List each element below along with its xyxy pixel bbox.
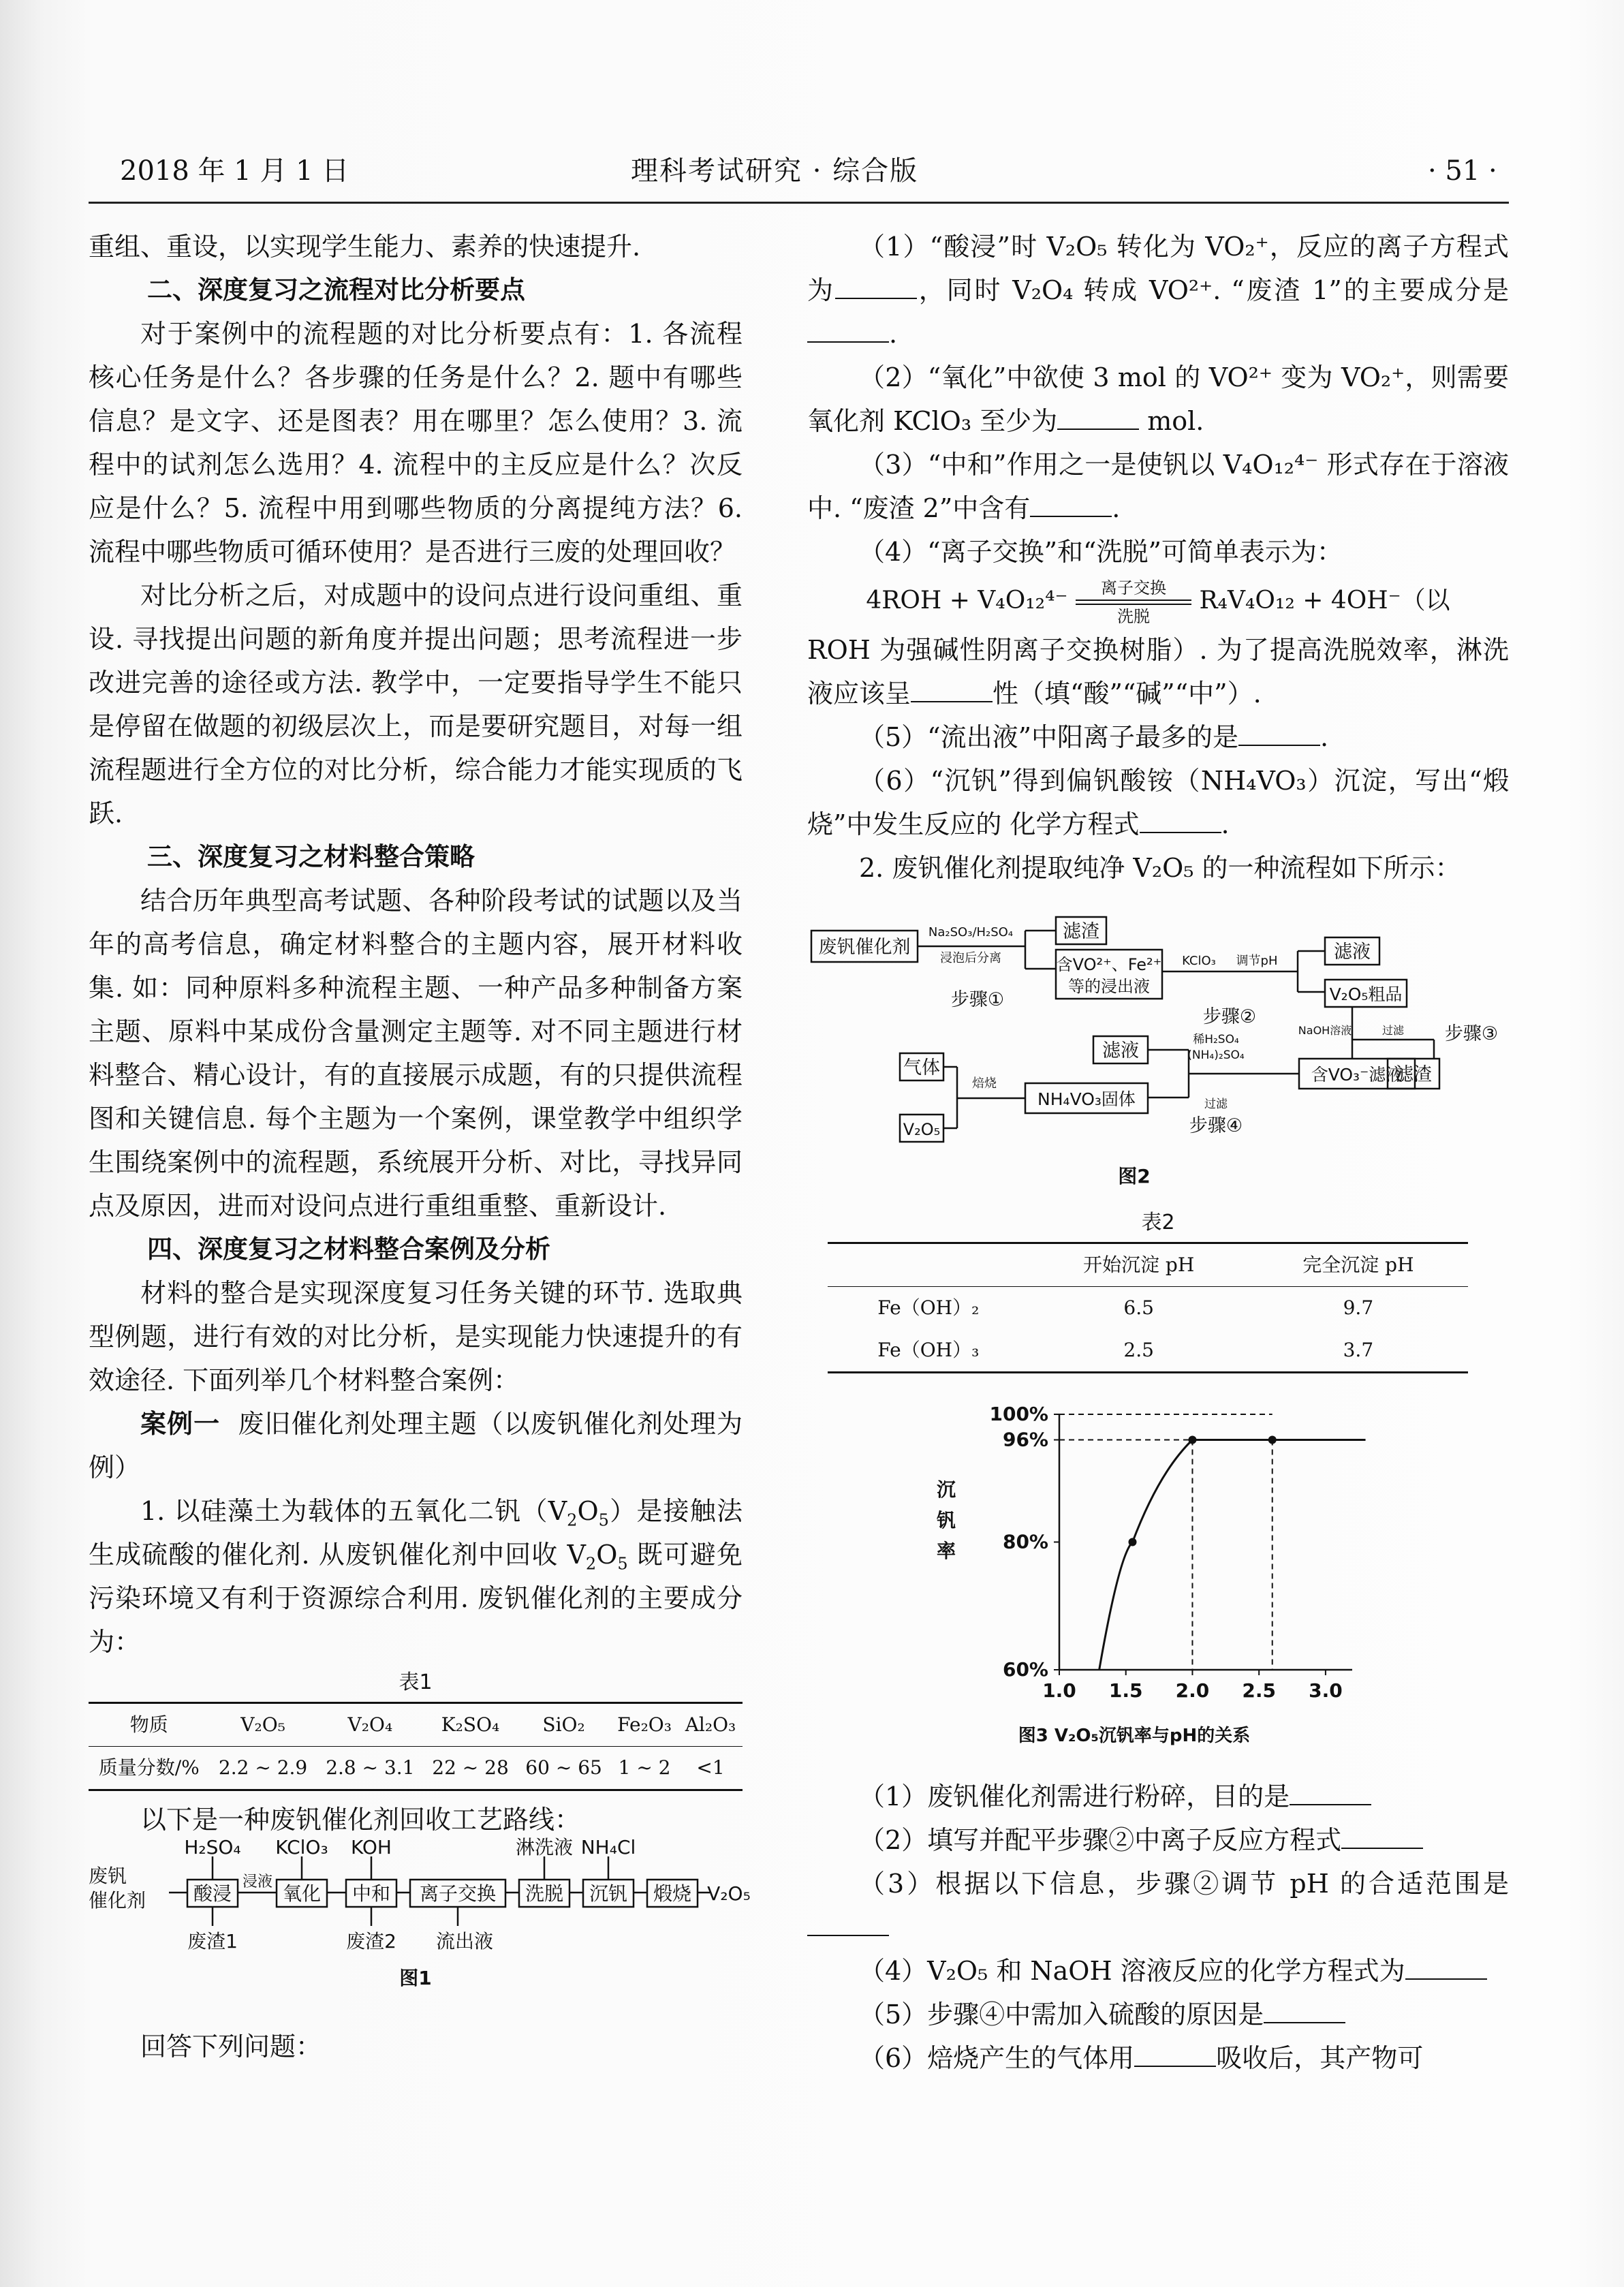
fig2-step1: 步骤① bbox=[950, 989, 1005, 1010]
fig1-box-oxidize: 氧化 bbox=[282, 1882, 322, 1905]
fig2-start: 废钒催化剂 bbox=[818, 937, 911, 958]
figure3-chart bbox=[807, 1401, 1509, 1755]
fig1-arrow-label: 浸液 bbox=[242, 1873, 273, 1891]
fig2-acid-1: 稀H₂SO₄ bbox=[1193, 1033, 1239, 1046]
data-point bbox=[1129, 1538, 1137, 1546]
question: （1）废钒催化剂需进行粉碎，目的是 bbox=[807, 1775, 1509, 1818]
fig2-acid-2: (NH₄)₂SO₄ bbox=[1187, 1048, 1245, 1062]
question: （2）“氧化”中欲使 3 mol 的 VO²⁺ 变为 VO₂⁺，则需要氧化剂 KClO₃ 至少为 mol. bbox=[807, 362, 1509, 436]
paragraph: 1. 以硅藻土为载体的五氧化二钒$(V_2O_5)$是接触法生成硫酸的催化剂. 从废钒催化剂中回收 $V_2O_5$ 既可避免污染环境又有利于资源综合利用. 废钒催化剂的主要成分为： bbox=[89, 1496, 743, 1657]
equation-left: 4ROH + V₄O₁₂⁴⁻ bbox=[866, 587, 1068, 614]
fig2-roast: 焙烧 bbox=[972, 1076, 997, 1091]
answer-blank[interactable] bbox=[911, 674, 993, 702]
fig1-box-ion-exchange: 离子交换 bbox=[419, 1882, 497, 1905]
table2 bbox=[828, 1242, 1468, 1373]
answer-blank[interactable] bbox=[1057, 401, 1139, 430]
answer-blank[interactable] bbox=[1238, 717, 1320, 746]
section-heading: 三、深度复习之材料整合策略 bbox=[147, 842, 475, 871]
fig2-reagent1: Na₂SO₃/H₂SO₄ bbox=[928, 925, 1014, 939]
fig2-filter2: 过滤 bbox=[1204, 1098, 1228, 1111]
question: （6）焙烧产生的气体用 吸收后，其产物可 bbox=[807, 2036, 1509, 2080]
fig2-box-nh4: NH₄VO₃固体 bbox=[1037, 1089, 1136, 1109]
table-header-row: 开始沉淀 pH 完全沉淀 pH bbox=[828, 1243, 1468, 1287]
fig1-output-effluent: 流出液 bbox=[435, 1930, 494, 1952]
table1 bbox=[89, 1702, 743, 1791]
data-point bbox=[1268, 1436, 1277, 1444]
question: （5）步骤④中需加入硫酸的原因是 bbox=[807, 1993, 1509, 2036]
fig2-box-residue2: 滤渣 bbox=[1395, 1064, 1432, 1085]
paragraph: 结合历年典型高考试题、各种阶段考试的试题以及当年的高考信息，确定材料整合的主题内容，展开材料收集. 如：同种原料多种流程主题、一种产品多种制备方案主题、原料中某成份含量测定主题等. 对不同主题进行材料整合、精心设计，有的直接展示成题，有的只提供流程图和关键信息. 每个主题为一个案例，课堂教学中组织学生围绕案例中的流程题，系统展开分析、对比，寻找异同点及原因，进而对设问点进行重组重整、重新设计. bbox=[89, 886, 743, 1221]
section-heading: 四、深度复习之材料整合案例及分析 bbox=[147, 1234, 550, 1264]
equation-right: R₄V₄O₁₂ + 4OH⁻（以 bbox=[1199, 587, 1450, 614]
y-axis-label-1: 沉 bbox=[937, 1478, 956, 1501]
fig2-naoh: NaOH溶液 bbox=[1298, 1024, 1352, 1037]
fig2-step3: 步骤③ bbox=[1444, 1023, 1499, 1044]
fig2-box-v2o5: V₂O₅ bbox=[903, 1120, 941, 1139]
answer-blank[interactable] bbox=[1290, 1777, 1371, 1805]
data-point bbox=[1188, 1436, 1196, 1444]
paragraph: 2. 废钒催化剂提取纯净 V₂O₅ 的一种流程如下所示： bbox=[859, 853, 1461, 883]
fig1-box-calcine: 煅烧 bbox=[653, 1882, 692, 1905]
fig2-box-leach-1: 含VO²⁺、Fe²⁺ bbox=[1056, 955, 1162, 974]
fig1-reagent-kclo3: KClO₃ bbox=[275, 1836, 328, 1858]
answer-blank[interactable] bbox=[1134, 2038, 1216, 2067]
answer-blank[interactable] bbox=[807, 1908, 889, 1936]
paragraph: 对比分析之后，对成题中的设问点进行设问重组、重设. 寻找提出问题的新角度并提出问题；思考流程进一步改进完善的途径或方法. 教学中，一定要指导学生不能只是停留在做题的初级层次上，而是要研究题目，对每一组流程题进行全方位的对比分析，综合能力才能实现质的飞跃. bbox=[89, 580, 743, 828]
series-line bbox=[1099, 1440, 1366, 1670]
x-tick-label: 1.5 bbox=[1108, 1679, 1143, 1702]
question: （6）“沉钒”得到偏钒酸铵（NH₄VO₃）沉淀，写出“煅烧”中发生反应的 化学方程式 . bbox=[807, 766, 1509, 839]
x-tick-label: 1.0 bbox=[1042, 1679, 1076, 1702]
question: （2）填写并配平步骤②中离子反应方程式 bbox=[807, 1818, 1509, 1862]
case-label: 案例一 bbox=[140, 1409, 221, 1439]
fig2-box-leach-2: 等的浸出液 bbox=[1068, 977, 1150, 996]
equation-arrow: 离子交换 洗脱 bbox=[1076, 578, 1191, 627]
table2-caption: 表2 bbox=[1141, 1211, 1175, 1234]
question: （1）“酸浸”时 V₂O₅ 转化为 VO₂⁺，反应的离子方程式为 ，同时 V₂O₄ 转成 VO²⁺. “废渣 1”的主要成分是. bbox=[807, 232, 1509, 349]
right-column bbox=[807, 225, 1509, 2080]
answer-blank[interactable] bbox=[835, 270, 917, 299]
fig1-output-residue1: 废渣1 bbox=[187, 1930, 238, 1952]
answer-blank[interactable] bbox=[1140, 805, 1221, 833]
fig2-adjust: 调节pH bbox=[1236, 954, 1278, 968]
table-row: 质量分数/% 2.2 ~ 2.9 2.8 ~ 3.1 22 ~ 28 60 ~ 65 1 ~ 2 <1 bbox=[89, 1747, 743, 1790]
y-tick-label: 80% bbox=[1002, 1530, 1048, 1553]
fig1-box-precipitate: 沉钒 bbox=[589, 1882, 628, 1905]
table-row: Fe（OH）₂ 6.5 9.7 bbox=[828, 1287, 1468, 1330]
fig2-caption: 图2 bbox=[1118, 1165, 1151, 1187]
question: （5）“流出液”中阳离子最多的是 . bbox=[807, 715, 1509, 759]
header-rule bbox=[89, 202, 1509, 204]
x-tick-label: 3.0 bbox=[1309, 1679, 1343, 1702]
answer-blank[interactable] bbox=[807, 314, 889, 343]
figure1-flowchart bbox=[89, 1836, 751, 2012]
paragraph: 重组、重设，以实现学生能力、素养的快速提升. bbox=[89, 232, 641, 262]
x-tick-label: 2.0 bbox=[1175, 1679, 1210, 1702]
question: （3）“中和”作用之一是使钒以 V₄O₁₂⁴⁻ 形式存在于溶液中. “废渣 2”中含有 . bbox=[807, 450, 1509, 523]
question: （4）V₂O₅ 和 NaOH 溶液反应的化学方程式为 bbox=[807, 1949, 1509, 1993]
x-tick-label: 2.5 bbox=[1242, 1679, 1276, 1702]
case-paragraph bbox=[89, 1402, 743, 1489]
page-number: · 51 · bbox=[1428, 155, 1497, 187]
fig1-reagent-koh: KOH bbox=[351, 1836, 392, 1858]
fig1-product: V₂O₅ bbox=[707, 1882, 751, 1905]
fig2-box-crude: V₂O₅粗品 bbox=[1329, 984, 1403, 1004]
fig2-filter: 过滤 bbox=[1381, 1024, 1405, 1037]
fig1-caption: 图1 bbox=[399, 1967, 432, 1989]
case-title: 废旧催化剂处理主题（以废钒催化剂处理为例） bbox=[89, 1409, 743, 1482]
fig2-kclo3: KClO₃ bbox=[1182, 954, 1216, 968]
journal-title: 理科考试研究 · 综合版 bbox=[631, 155, 919, 187]
fig1-reagent-nh4cl: NH₄Cl bbox=[580, 1836, 636, 1858]
left-column bbox=[89, 225, 751, 2068]
equation bbox=[807, 574, 1509, 628]
fig2-box-filtrate2: 滤液 bbox=[1102, 1040, 1139, 1061]
fig1-reagent-h2so4: H₂SO₄ bbox=[184, 1836, 241, 1858]
answer-blank[interactable] bbox=[1264, 1995, 1345, 2023]
y-axis-label-2: 钒 bbox=[937, 1509, 956, 1531]
fig2-box-gas: 气体 bbox=[903, 1057, 940, 1078]
y-tick-label: 100% bbox=[989, 1403, 1048, 1425]
section-heading: 二、深度复习之流程对比分析要点 bbox=[147, 275, 525, 305]
header-date: 2018 年 1 月 1 日 bbox=[120, 155, 349, 187]
fig2-step2: 步骤② bbox=[1202, 1006, 1257, 1027]
table-header-row: 物质 V₂O₅ V₂O₄ K₂SO₄ SiO₂ Fe₂O₃ Al₂O₃ bbox=[89, 1703, 743, 1747]
answer-blank[interactable] bbox=[1341, 1820, 1423, 1849]
fig1-reagent-eluent: 淋洗液 bbox=[515, 1836, 574, 1858]
y-tick-label: 96% bbox=[1002, 1428, 1048, 1451]
paragraph: 以下是一种废钒催化剂回收工艺路线： bbox=[140, 1805, 581, 1835]
fig1-box-neutralize: 中和 bbox=[352, 1882, 391, 1905]
question: ROH 为强碱性阴离子交换树脂）. 为了提高洗脱效率，淋洗液应该呈 性（填“酸”“碱”“中”）. bbox=[807, 635, 1509, 709]
table-row: Fe（OH）₃ 2.5 3.7 bbox=[828, 1329, 1468, 1373]
y-tick-label: 60% bbox=[1002, 1658, 1048, 1681]
fig1-box-elute: 洗脱 bbox=[525, 1882, 564, 1905]
fig1-start-line1: 废钒 bbox=[89, 1865, 127, 1887]
fig1-box-acid-leach: 酸浸 bbox=[193, 1882, 232, 1905]
fig2-box-residue: 滤渣 bbox=[1063, 921, 1099, 942]
fig2-step-text1: 浸泡后分离 bbox=[940, 951, 1001, 965]
paragraph: 回答下列问题： bbox=[140, 2032, 322, 2062]
fig2-box-filtrate: 滤液 bbox=[1334, 942, 1371, 963]
fig3-caption: 图3 V₂O₅沉钒率与pH的关系 bbox=[1018, 1726, 1251, 1746]
fig1-start-line2: 催化剂 bbox=[89, 1889, 146, 1912]
fig2-box-vo3: 含VO₃⁻滤液 bbox=[1311, 1065, 1403, 1085]
table1-caption: 表1 bbox=[399, 1670, 433, 1694]
answer-blank[interactable] bbox=[1405, 1951, 1487, 1980]
answer-blank[interactable] bbox=[1030, 488, 1112, 517]
fig1-output-residue2: 废渣2 bbox=[346, 1930, 396, 1952]
paragraph: 材料的整合是实现深度复习任务关键的环节. 选取典型例题，进行有效的对比分析，是实现能力快速提升的有效途径. 下面列举几个材料整合案例： bbox=[89, 1278, 743, 1395]
question: （3）根据以下信息，步骤②调节 pH 的合适范围是 bbox=[807, 1862, 1509, 1949]
y-axis-label-3: 率 bbox=[937, 1540, 956, 1562]
question: （4）“离子交换”和“洗脱”可简单表示为： bbox=[859, 537, 1343, 567]
figure2-flowchart bbox=[807, 903, 1509, 1189]
paragraph: 对于案例中的流程题的对比分析要点有：1. 各流程核心任务是什么？各步骤的任务是什么？2. 题中有哪些信息？是文字、还是图表？用在哪里？怎么使用？3. 流程中的试剂怎么选用？4. 流程中的主反应是什么？次反应是什么？5. 流程中用到哪些物质的分离提纯方法？6. 流程中哪些物质可循环使用？是否进行三废的处理回收？ bbox=[89, 319, 743, 567]
fig2-step4: 步骤④ bbox=[1189, 1115, 1243, 1136]
